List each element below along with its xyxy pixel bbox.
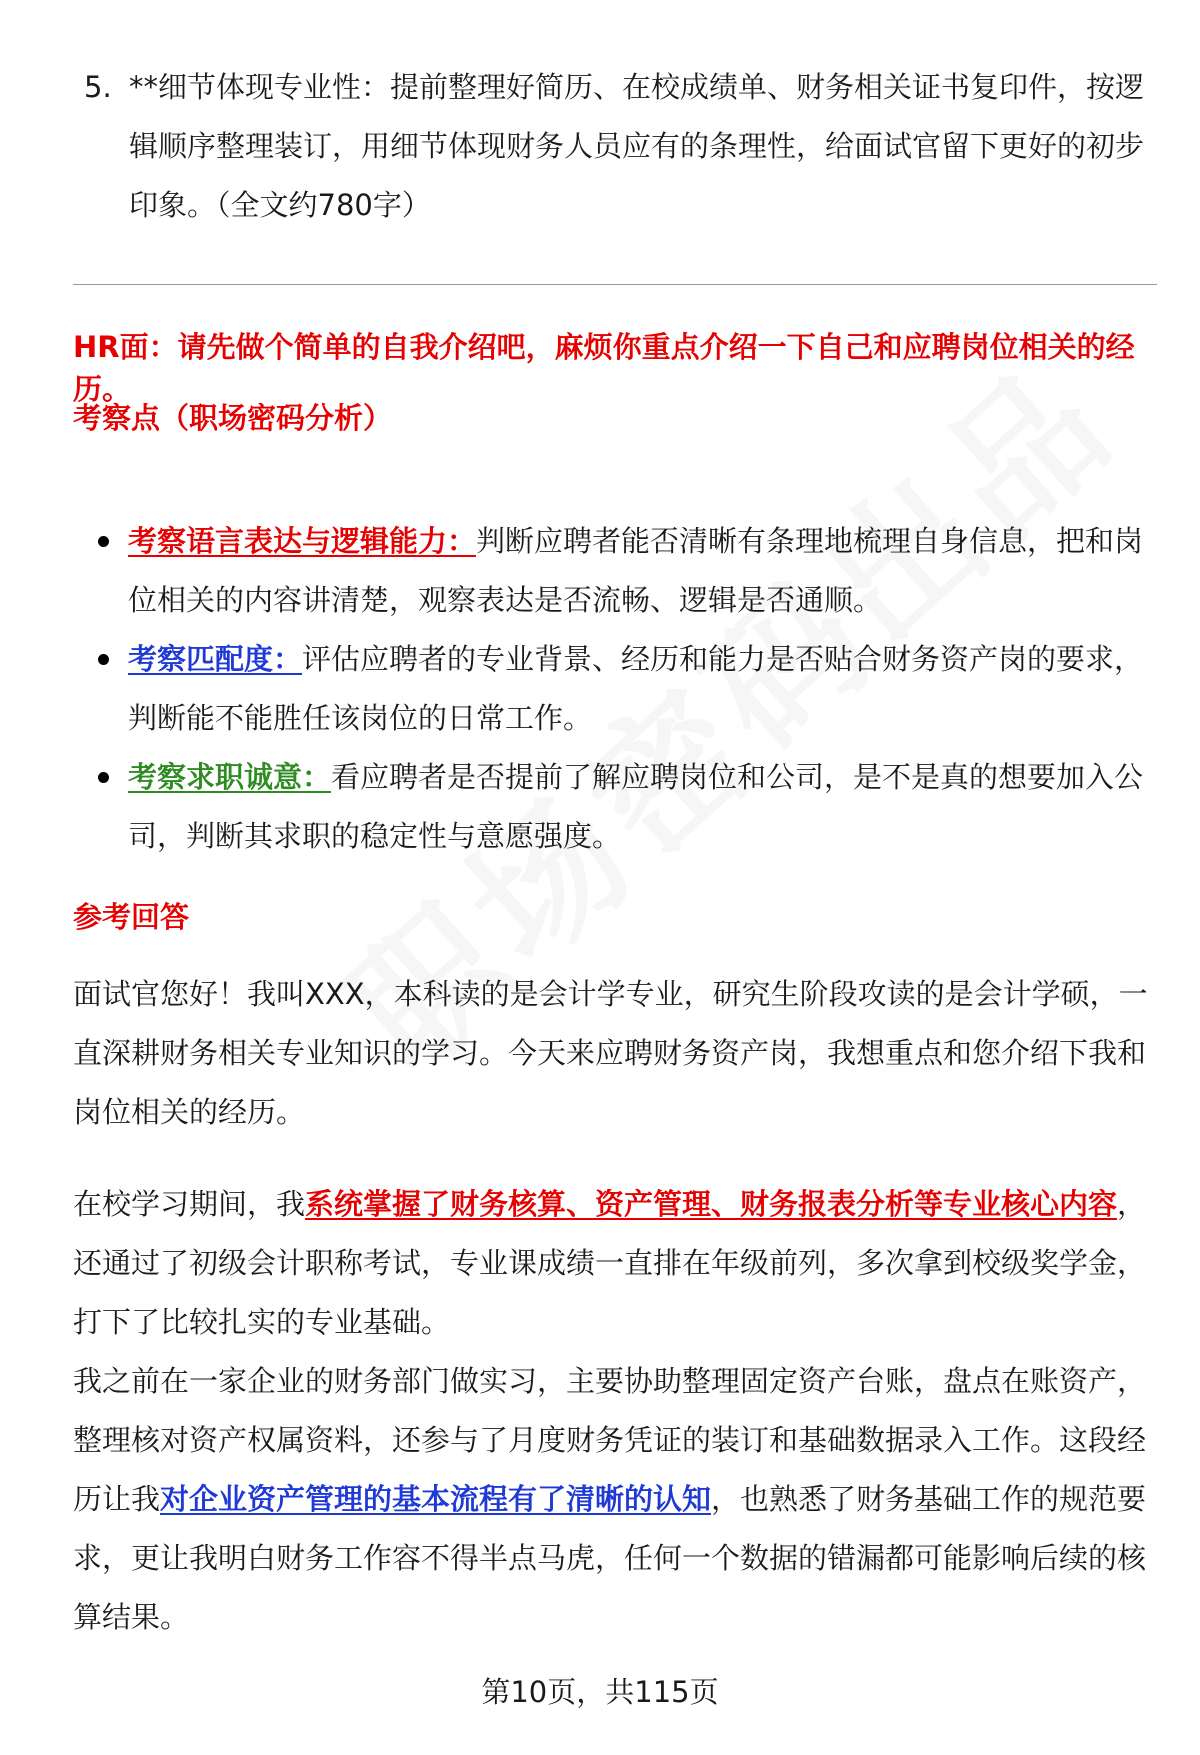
point-label: 考察语言表达与逻辑能力： bbox=[128, 524, 477, 558]
list-item bbox=[73, 748, 1157, 866]
answer-paragraph-1: 面试官您好！我叫XXX，本科读的是会计学专业，研究生阶段攻读的是会计学硕，一直深耕财务相关专业知识的学习。今天来应聘财务资产岗，我想重点和您介绍下我和岗位相关的经历。 bbox=[73, 977, 1148, 1129]
reference-answer-title: 参考回答 bbox=[73, 900, 190, 934]
examine-points-title: 考察点（职场密码分析） bbox=[73, 401, 393, 435]
answer-text: ，还通过了初级会计职称考试，专业课成绩一直排在年级前列，多次拿到校级奖学金，打下了比较扎实的专业基础。 bbox=[73, 1187, 1147, 1339]
answer-text: ，也熟悉了财务基础工作的规范要求，更让我明白财务工作容不得半点马虎，任何一个数据的错漏都可能影响后续的核算结果。 bbox=[73, 1482, 1147, 1634]
point-label: 考察匹配度： bbox=[128, 642, 303, 676]
list-item bbox=[73, 630, 1157, 748]
examine-points-list bbox=[73, 512, 1157, 866]
point-text: 评估应聘者的专业背景、经历和能力是否贴合财务资产岗的要求，判断能不能胜任该岗位的日常工作。 bbox=[128, 642, 1144, 735]
highlight-text: 系统掌握了财务核算、资产管理、财务报表分析等专业核心内容 bbox=[305, 1187, 1118, 1221]
list-number: 5. bbox=[84, 70, 112, 104]
point-text: 看应聘者是否提前了解应聘岗位和公司，是不是真的想要加入公司，判断其求职的稳定性与意愿强度。 bbox=[128, 760, 1144, 853]
page-footer: 第10页，共115页 bbox=[481, 1675, 719, 1709]
bullet-icon bbox=[98, 772, 109, 783]
answer-paragraph-3 bbox=[73, 1352, 1157, 1647]
answer-text: 我之前在一家企业的财务部门做实习，主要协助整理固定资产台账，盘点在账资产，整理核对资产权属资料，还参与了月度财务凭证的装订和基础数据录入工作。这段经历让我 bbox=[73, 1364, 1147, 1516]
point-label: 考察求职诚意： bbox=[128, 760, 332, 794]
list-item bbox=[73, 512, 1157, 630]
hr-question: HR面：请先做个简单的自我介绍吧，麻烦你重点介绍一下自己和应聘岗位相关的经历。 bbox=[73, 330, 1135, 406]
bullet-icon bbox=[98, 654, 109, 665]
list-item-5 bbox=[84, 58, 1144, 235]
point-text: 判断应聘者能否清晰有条理地梳理自身信息，把和岗位相关的内容讲清楚，观察表达是否流畅、逻辑是否通顺。 bbox=[128, 524, 1144, 617]
bullet-icon bbox=[98, 536, 109, 547]
horizontal-divider bbox=[73, 284, 1157, 285]
list-item-text: **细节体现专业性：提前整理好简历、在校成绩单、财务相关证书复印件，按逻辑顺序整理装订，用细节体现财务人员应有的条理性，给面试官留下更好的初步印象。（全文约780字） bbox=[129, 70, 1145, 222]
answer-text: 在校学习期间，我 bbox=[73, 1187, 306, 1221]
answer-paragraph-2 bbox=[73, 1175, 1157, 1352]
highlight-text: 对企业资产管理的基本流程有了清晰的认知 bbox=[160, 1482, 712, 1516]
